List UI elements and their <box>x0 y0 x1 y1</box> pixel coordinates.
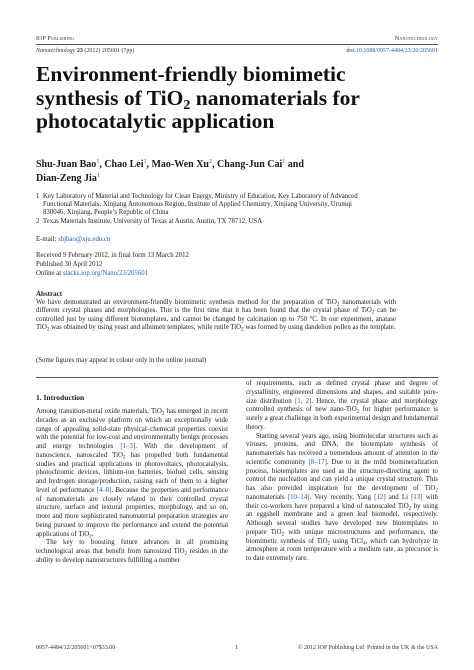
received-date: Received 9 February 2012, in final form 13 March 2012 <box>36 252 189 259</box>
journal-name: Nanotechnology <box>394 36 438 42</box>
footer-copyright: © 2012 IOP Publishing Ltd Printed in the UK & the USA <box>297 645 438 651</box>
journal-reference: Nanotechnology 23 (2012) 205601 (7pp) <box>36 48 135 54</box>
online-link[interactable]: stacks.iop.org/Nano/23/205601 <box>62 270 149 277</box>
page-number: 1 <box>235 645 238 651</box>
paragraph: Starting several years ago, using biomolecular structures such as viruses, proteins, and DNA, the biotemplate synthesis of nanomaterials has received a tremendous amount of attention in the scientific community [8–17]. Due to in the mild biomineralization process, biotemplates are used as the structure-directing agent to control the nucleation and can yield a unique crystal structure. This has also provided inspiration for the development of TiO$_2$ nanomaterials [10–14]. Very recently, Yang [12] and Li [13] with their co-workers have prepared a kind of nanoscaled TiO$_2$ by using an eggshell membrane and a green leaf biomodel, respectively. Although several studies have developed new biotemplates to prepare TiO$_2$ with unique microstructures and performance, the biomimetic synthesis of TiO$_2$ using TiCl$_4$, which can hydrolyze in atmosphere at room temperature with a medium rate, as precursor is to date extremely rare. <box>246 432 438 562</box>
right-column <box>246 380 438 564</box>
abstract-text: We have demonstrated an environment-friendly biomimetic synthesis method for the preparation of TiO$_2$ nanomaterials with different crystal phases and morphologies. This is the first time that it has been found that the crystal phase of TiO$_2$ can be controlled just by using different biotemplates, and cannot be changed by calcination up to 750 °C. In our experiment, anatase TiO$_2$ was obtained by using yeast and albumen templates, while rutile TiO$_2$ was formed by using dandelion pollen as the template. <box>36 299 396 333</box>
citation-link[interactable]: [12] <box>374 493 386 501</box>
publisher-name: IOP Publishing <box>36 36 75 42</box>
section-heading-introduction: 1. Introduction <box>36 393 85 402</box>
citation-link[interactable]: [4–8] <box>96 486 112 494</box>
published-date: Published 30 April 2012 <box>36 261 103 268</box>
paragraph: Among transition-metal oxide materials, TiO$_2$ has emerged in recent decades as an exclusive platform on which an exceptionally wide range of appealing solid-state physical–chemical properties coexist with the potential for low-cost and environmentally benign processes and energy technologies [1–3]. With the development of nanoscience, nanoscaled TiO$_2$ has propelled both fundamental studies and practical applications in photovoltaics, photocatalysis, photochromic devices, lithium-ion batteries, biofuel cells, sensing and hydrogen storage/production, raising each of them to a higher level of performance [4–8]. Because the properties and performance of nanomaterials are closely related to their controlled crystal structure, surface and textural properties, morphology, and so on, more and more sophisticated nanomaterial preparation strategies are being pursued to improve the performance and extend the potential applications of TiO$_2$. <box>36 408 228 539</box>
email-link[interactable]: shjbao@xju.edu.cn <box>58 236 111 243</box>
affiliation-2: 2 Texas Materials Institute, University of Texas at Austin, Austin, TX 78712, USA <box>36 218 263 225</box>
footer-issn: 0957-4484/12/205601+07$33.00 <box>36 645 116 651</box>
citation-link[interactable]: [13] <box>411 493 423 501</box>
citation-link[interactable]: [8–17] <box>308 458 327 466</box>
doi-link[interactable]: 10.1088/0957-4484/23/20/205601 <box>355 48 438 54</box>
citation-link[interactable]: [1–3] <box>120 443 136 450</box>
online-line: Online at stacks.iop.org/Nano/23/205601 <box>36 270 149 277</box>
abstract-heading: Abstract <box>36 290 63 298</box>
colour-note: (Some figures may appear in colour only in the online journal) <box>36 357 207 364</box>
abstract-rule <box>36 377 438 378</box>
doi[interactable]: doi:10.1088/0957-4484/23/20/205601 <box>346 48 438 54</box>
header-rule <box>36 44 438 45</box>
citation-link[interactable]: [1, 2] <box>294 397 312 405</box>
affiliation-1: 1 Key Laboratory of Material and Technology for Clean Energy, Ministry of Education, Key Laboratory of Advanced Functional Materials, Xinjiang Autonomous Region, Institute of Applied Chemistry, Xinjiang University, Urumqi 830046, Xinjiang, People’s Republic of China <box>36 193 358 217</box>
paper-title: Environment-friendly biomimetic synthesis of TiO$_2$ nanomaterials for photocatalytic application <box>36 62 360 133</box>
paragraph: of requirements, such as defined crystal phase and degree of crystallinity, engineered dimensions and shapes, and suitable pore-size distribution [1, 2]. Hence, the crystal phase and morphology controlled synthesis of new nano-TiO$_2$ for higher performance is surely a great challenge in both experimental design and fundamental theory. <box>246 380 438 431</box>
author-list: Shu-Juan Bao$^1$, Chao Lei$^1$, Mao-Wen Xu$^2$, Chang-Jun Cai$^1$ and Dian-Zeng Jia$^1$ <box>36 159 304 184</box>
paragraph: The key to boosting future advances in all promising technological areas that benefit from nanosized TiO$_2$ resides in the ability to develop nanostructures fulfilling a number <box>36 539 228 564</box>
citation-link[interactable]: [10–14] <box>287 493 310 501</box>
email-line: E-mail: shjbao@xju.edu.cn <box>36 236 111 243</box>
left-column <box>36 408 228 566</box>
